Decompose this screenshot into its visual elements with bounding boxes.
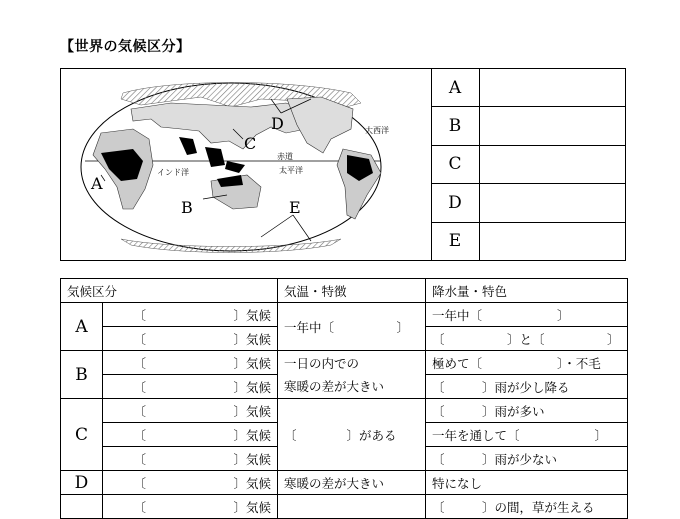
climate-blank[interactable]: 〔 〕気候 (103, 351, 278, 375)
answer-blank[interactable] (480, 107, 627, 146)
rain-cell: 特になし (426, 471, 628, 495)
header-rain: 降水量・特色 (426, 279, 628, 303)
temp-cell: 一日の内での (278, 351, 426, 375)
table-row (61, 375, 628, 399)
climate-blank[interactable]: 〔 〕気候 (103, 423, 278, 447)
temp-cell[interactable]: 〔 〕がある (278, 399, 426, 471)
map-section (60, 68, 626, 261)
rain-cell[interactable]: 一年中〔 〕 (426, 303, 628, 327)
map-letter-b: B (181, 198, 193, 217)
climate-table (60, 278, 628, 519)
page-title: 【世界の気候区分】 (60, 39, 191, 55)
group-key-b: B (61, 351, 103, 399)
answer-key: D (431, 184, 480, 223)
climate-blank[interactable]: 〔 〕気候 (103, 399, 278, 423)
answer-row (431, 222, 626, 260)
table-row (61, 351, 628, 375)
map-letter-c: C (244, 134, 257, 153)
rain-cell[interactable]: 一年を通して〔 〕 (426, 423, 628, 447)
rain-cell[interactable]: 〔 〕雨が少ない (426, 447, 628, 471)
climate-blank[interactable]: 〔 〕気候 (103, 375, 278, 399)
rain-cell[interactable]: 極めて〔 〕・不毛 (426, 351, 628, 375)
rain-cell[interactable]: 〔 〕雨が少し降る (426, 375, 628, 399)
table-row (61, 495, 628, 519)
answer-key: C (431, 145, 480, 184)
answer-blank[interactable] (480, 184, 627, 223)
header-climate: 気候区分 (61, 279, 278, 303)
answer-key: E (431, 222, 480, 260)
answer-row (431, 107, 626, 146)
temp-cell[interactable]: 一年中〔 〕 (278, 303, 426, 351)
table-row (61, 399, 628, 423)
answer-key: B (431, 107, 480, 146)
table-row (61, 471, 628, 495)
group-key-a: A (61, 303, 103, 351)
answer-blank[interactable] (480, 69, 627, 107)
climate-blank[interactable]: 〔 〕気候 (103, 471, 278, 495)
group-key-c: C (61, 399, 103, 471)
answer-blank[interactable] (480, 145, 627, 184)
group-key-d: D (61, 471, 103, 495)
rain-cell[interactable]: 〔 〕の間，草が生える (426, 495, 628, 519)
label-equator: 赤道 (277, 152, 293, 161)
answer-table (431, 69, 626, 260)
group-key-partial (61, 495, 103, 519)
climate-blank[interactable]: 〔 〕気候 (103, 327, 278, 351)
answer-row (431, 69, 626, 107)
climate-blank[interactable]: 〔 〕気候 (103, 447, 278, 471)
label-pacific: 太平洋 (279, 166, 303, 175)
answer-key: A (431, 69, 480, 107)
answer-row (431, 184, 626, 223)
answer-blank[interactable] (480, 222, 627, 260)
map-letter-d: D (271, 114, 284, 133)
temp-cell: 寒暖の差が大きい (278, 375, 426, 399)
world-map (61, 69, 432, 260)
rain-cell[interactable]: 〔 〕雨が多い (426, 399, 628, 423)
table-row (61, 303, 628, 327)
rain-cell[interactable]: 〔 〕と〔 〕 (426, 327, 628, 351)
map-letter-a: A (91, 174, 103, 193)
climate-blank[interactable]: 〔 〕気候 (103, 495, 278, 519)
label-indian: インド洋 (157, 168, 189, 177)
label-atlantic: 大西洋 (365, 126, 389, 135)
climate-blank[interactable]: 〔 〕気候 (103, 303, 278, 327)
header-temp: 気温・特徴 (278, 279, 426, 303)
temp-cell: 寒暖の差が大きい (278, 471, 426, 495)
temp-cell (278, 495, 426, 519)
header-row (61, 279, 628, 303)
map-letter-e: E (289, 198, 301, 217)
answer-row (431, 145, 626, 184)
